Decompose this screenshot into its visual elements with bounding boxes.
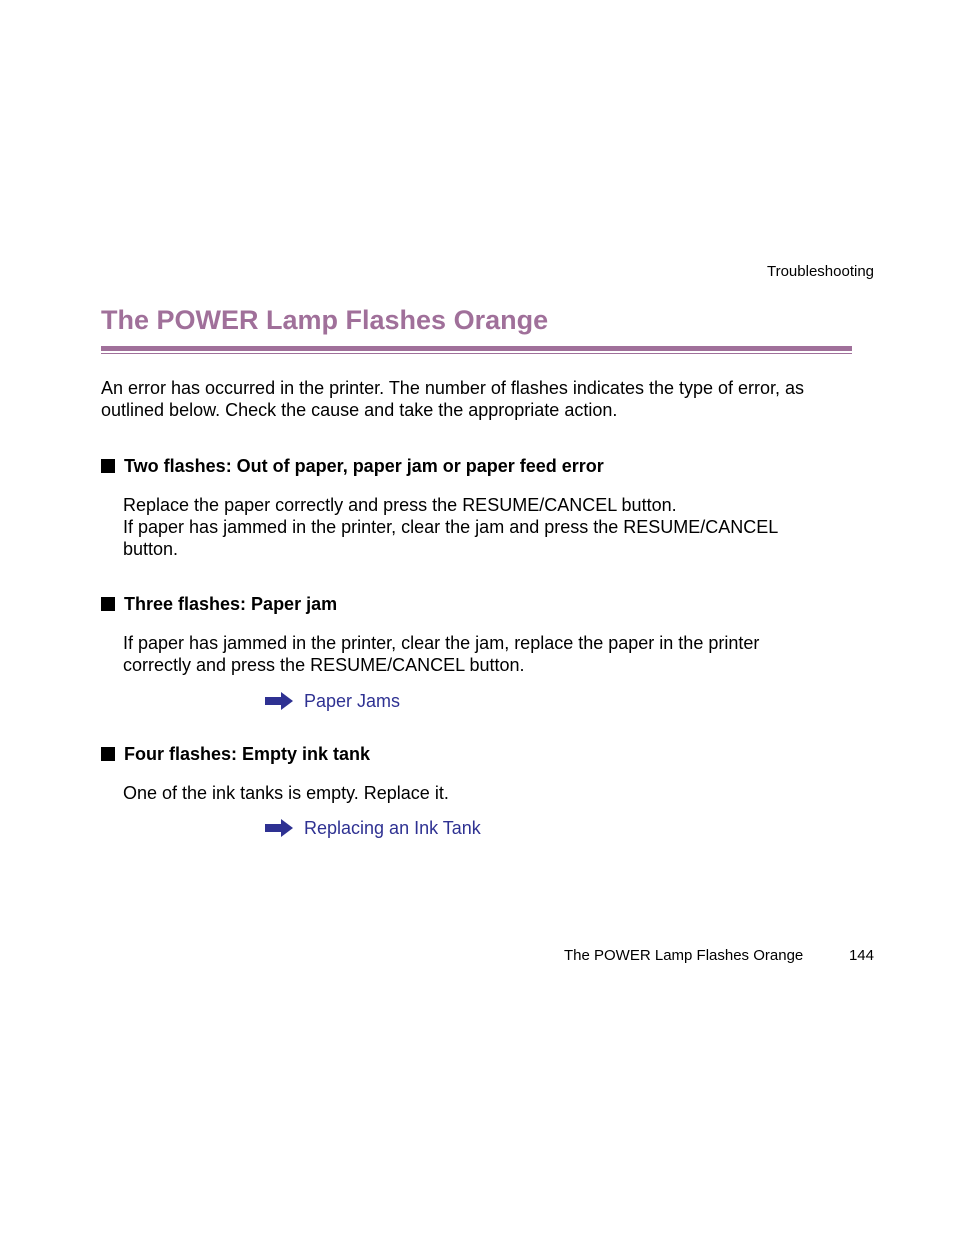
section-heading-three-flashes — [101, 593, 337, 615]
section-body-three-flashes — [123, 632, 759, 676]
intro-line: outlined below. Check the cause and take the appropriate action. — [101, 400, 618, 420]
section-body-two-flashes — [123, 494, 778, 560]
page-number: 144 — [848, 947, 874, 964]
section-heading-text: Four flashes: Empty ink tank — [124, 744, 371, 764]
page-title: The POWER Lamp Flashes Orange — [101, 305, 549, 335]
link-text[interactable]: Paper Jams — [304, 691, 401, 711]
section-heading-four-flashes — [101, 743, 370, 765]
body-line: If paper has jammed in the printer, clear the jam and press the RESUME/CANCEL — [123, 517, 779, 537]
link-text[interactable]: Replacing an Ink Tank — [304, 818, 481, 838]
black-square-icon — [101, 597, 115, 611]
section-heading-text: Three flashes: Paper jam — [124, 594, 338, 614]
section-heading-two-flashes — [101, 455, 604, 477]
intro-line: An error has occurred in the printer. The number of flashes indicates the type of error, as — [101, 378, 805, 398]
right-arrow-icon — [265, 819, 293, 837]
body-line: Replace the paper correctly and press the RESUME/CANCEL button. — [123, 495, 677, 515]
paper-jams-link[interactable] — [265, 690, 400, 712]
title-rule-thick — [101, 346, 852, 351]
intro-paragraph — [101, 377, 804, 421]
header-section-label: Troubleshooting — [766, 263, 874, 280]
section-heading-text: Two flashes: Out of paper, paper jam or paper feed error — [124, 456, 604, 476]
right-arrow-icon — [265, 692, 293, 710]
body-line: button. — [123, 539, 179, 559]
footer-title: The POWER Lamp Flashes Orange — [564, 947, 804, 964]
black-square-icon — [101, 459, 115, 473]
title-rule-thin — [101, 353, 852, 354]
section-body-four-flashes — [123, 782, 449, 804]
replacing-ink-tank-link[interactable] — [265, 817, 481, 839]
body-line: correctly and press the RESUME/CANCEL button. — [123, 655, 525, 675]
body-line: One of the ink tanks is empty. Replace it. — [123, 783, 449, 803]
body-line: If paper has jammed in the printer, clear the jam, replace the paper in the printer — [123, 633, 760, 653]
black-square-icon — [101, 747, 115, 761]
